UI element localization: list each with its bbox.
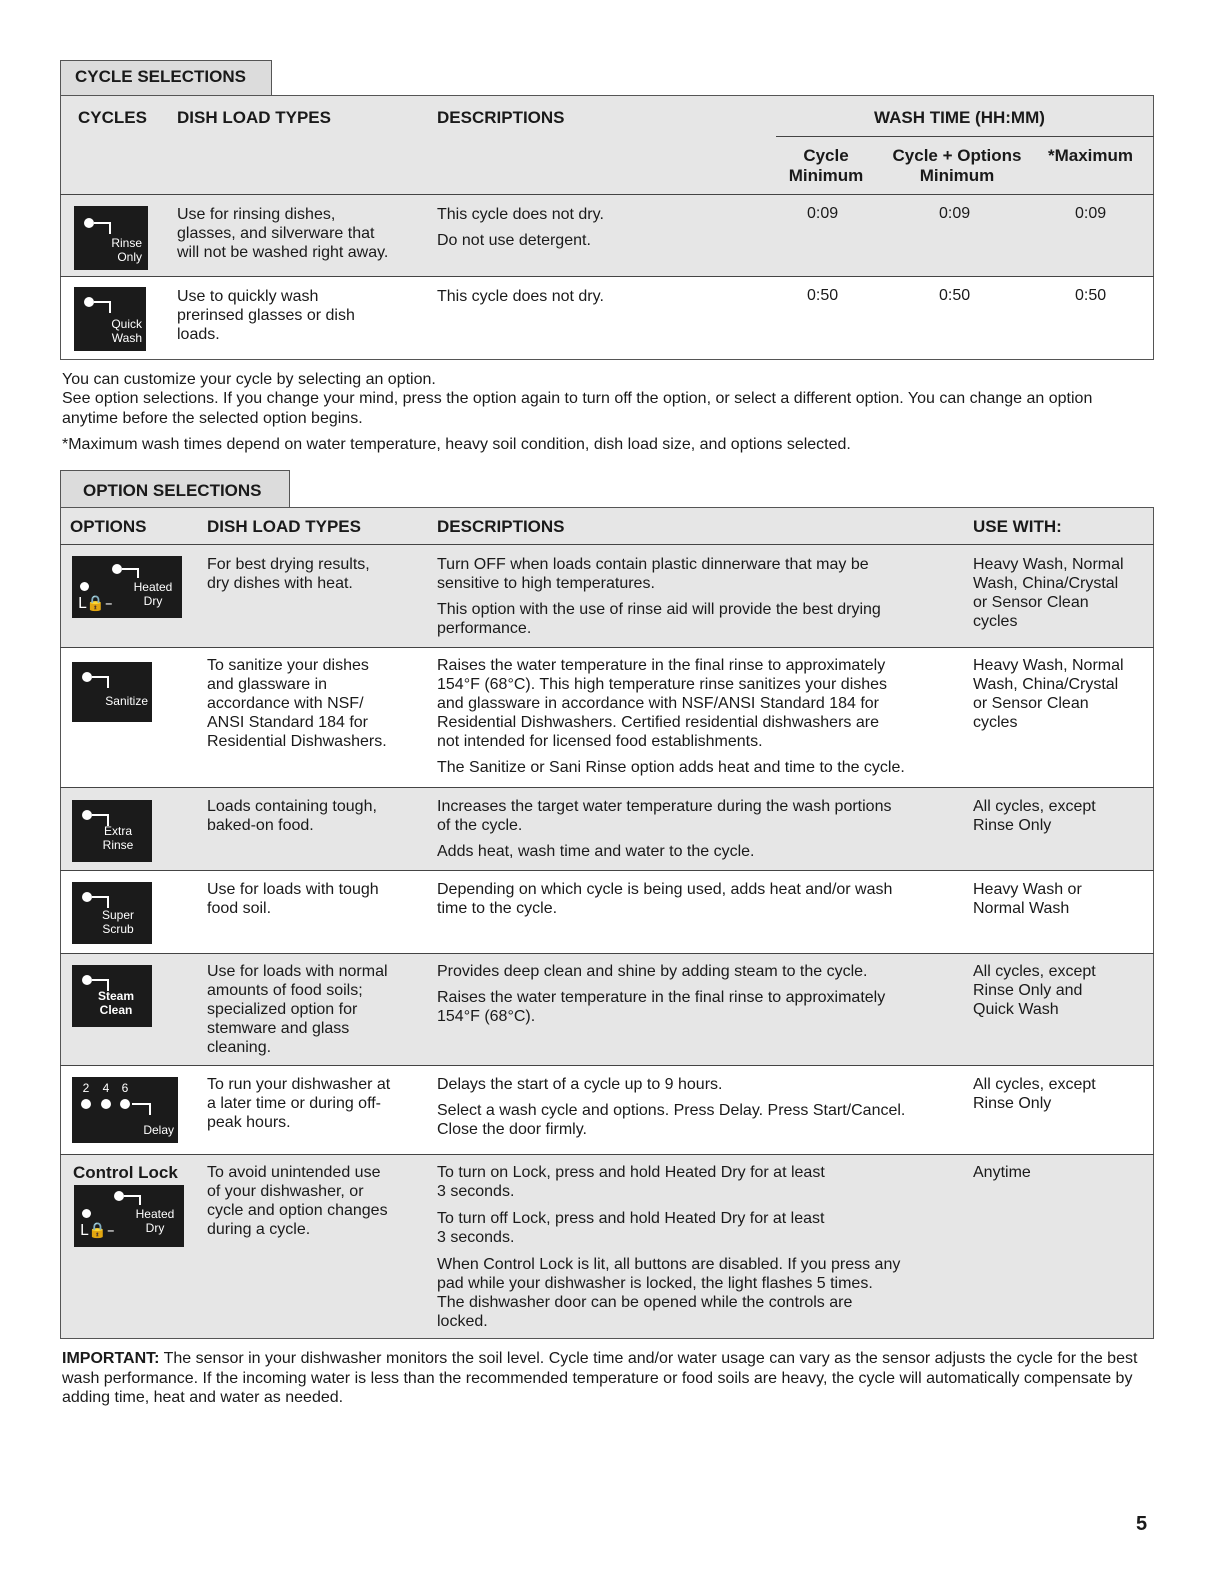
heated-dry-use-with: Heavy Wash, Normal Wash, China/Crystal or Sensor Clean cycles — [973, 556, 1124, 630]
sanitize-use-with: Heavy Wash, Normal Wash, China/Crystal or Sensor Clean cycles — [973, 657, 1124, 731]
option-row-divider-1 — [60, 647, 1154, 648]
option-row-divider-4 — [60, 953, 1154, 954]
rinse-only-desc-2: Do not use detergent. — [437, 232, 591, 249]
delay-use-with: All cycles, except Rinse Only — [973, 1076, 1096, 1112]
delay-desc-2: Select a wash cycle and options. Press Delay. Press Start/Cancel. Close the door firmly. — [437, 1102, 906, 1138]
rinse-only-dish-load: Use for rinsing dishes, glasses, and silverware that will not be washed right away. — [177, 206, 389, 261]
sanitize-button-label: Sanitize — [105, 694, 148, 708]
control-lock-use-with: Anytime — [973, 1164, 1031, 1181]
rinse-only-cycle-min: 0:09 — [807, 205, 839, 222]
delay-hours-6: 6 — [121, 1081, 129, 1095]
important-label: IMPORTANT: — [62, 1350, 160, 1367]
heated-dry-button-icon — [72, 556, 182, 618]
option-header-divider — [60, 544, 1154, 545]
cycle-row-divider — [60, 276, 1154, 277]
sanitize-desc-1: Raises the water temperature in the final rinse to approximately 154°F (68°C). This high temperature rinse sanitizes your dishes and glassware in accordance with NSF/ANSI Standard 184 for Residential Dishwashers. Certified residential dishwashers are not intended for licensed food establishments. — [437, 657, 888, 750]
heated-dry-button-label: Heated Dry — [133, 580, 173, 608]
option-row-divider-3 — [60, 870, 1154, 871]
cycles-header: CYCLES — [78, 108, 147, 127]
quick-wash-desc-1: This cycle does not dry. — [437, 288, 604, 305]
super-scrub-use-with: Heavy Wash or Normal Wash — [973, 881, 1082, 917]
delay-hours-4: 4 — [102, 1081, 110, 1095]
option-row-divider-2 — [60, 787, 1154, 788]
rinse-only-cycle-options-min: 0:09 — [939, 205, 971, 222]
delay-dish-load: To run your dishwasher at a later time or during off- peak hours. — [207, 1076, 391, 1131]
steam-clean-dish-load: Use for loads with normal amounts of food soils; specialized option for stemware and glass cleaning. — [207, 963, 388, 1056]
descriptions-header: DESCRIPTIONS — [437, 108, 565, 127]
customize-paragraph: You can customize your cycle by selecting an option. — [62, 371, 436, 388]
steam-clean-button-label: Steam Clean — [97, 989, 135, 1017]
heated-dry-lock-button-icon — [74, 1185, 184, 1247]
super-scrub-desc-1: Depending on which cycle is being used, adds heat and/or wash time to the cycle. — [437, 881, 893, 917]
wash-time-header: WASH TIME (HH:MM) — [874, 108, 1045, 127]
quick-wash-maximum: 0:50 — [1075, 287, 1107, 304]
sanitize-dish-load: To sanitize your dishes and glassware in accordance with NSF/ ANSI Standard 184 for Residential Dishwashers. — [207, 657, 387, 750]
steam-clean-desc-2: Raises the water temperature in the final rinse to approximately 154°F (68°C). — [437, 989, 886, 1025]
rinse-only-desc-1: This cycle does not dry. — [437, 206, 604, 223]
super-scrub-button-label: Super Scrub — [101, 908, 135, 936]
option-dish-load-types-header: DISH LOAD TYPES — [207, 517, 361, 536]
cycle-header-divider — [60, 194, 1154, 195]
quick-wash-cycle-min: 0:50 — [807, 287, 839, 304]
rinse-only-button-label: Rinse Only — [111, 236, 142, 264]
option-selections-paragraph: See option selections. If you change your mind, press the option again to turn off the option, or select a different option. You can change an option anytime before the selected option begins. — [62, 390, 1093, 427]
cycle-minimum-header: Cycle Minimum — [788, 146, 864, 185]
wash-time-underline — [776, 136, 1154, 137]
option-descriptions-header: DESCRIPTIONS — [437, 517, 565, 536]
options-header: OPTIONS — [70, 517, 147, 536]
control-lock-dish-load: To avoid unintended use of your dishwasher, or cycle and option changes during a cycle. — [207, 1164, 388, 1238]
quick-wash-dish-load: Use to quickly wash prerinsed glasses or dish loads. — [177, 288, 355, 343]
super-scrub-dish-load: Use for loads with tough food soil. — [207, 881, 379, 917]
delay-button-icon — [72, 1077, 178, 1143]
important-text: The sensor in your dishwasher monitors the soil level. Cycle time and/or water usage can vary as the sensor adjusts the cycle for the best wash performance. If the incoming water is less than the recommended temperature or food soils are heavy, the cycle will automatically compensate by adding time, heat and water as needed. — [62, 1350, 1138, 1406]
cycle-selections-title: CYCLE SELECTIONS — [75, 67, 246, 86]
extra-rinse-button-label: Extra Rinse — [102, 824, 134, 852]
quick-wash-button-label: Quick Wash — [111, 317, 142, 345]
maximum-header: *Maximum — [1048, 146, 1134, 165]
extra-rinse-desc-2: Adds heat, wash time and water to the cycle. — [437, 843, 755, 860]
delay-button-label: Delay — [143, 1123, 174, 1137]
dish-load-types-header: DISH LOAD TYPES — [177, 108, 331, 127]
option-selections-title: OPTION SELECTIONS — [83, 481, 262, 500]
lock-icon: L🔒– — [78, 594, 113, 612]
super-scrub-button-icon — [72, 882, 152, 944]
extra-rinse-dish-load: Loads containing tough, baked-on food. — [207, 798, 377, 834]
heated-dry-dish-load: For best drying results, dry dishes with heat. — [207, 556, 370, 592]
heated-dry-desc-1: Turn OFF when loads contain plastic dinnerware that may be sensitive to high temperatures. — [437, 556, 869, 592]
steam-clean-button-icon — [72, 965, 152, 1027]
use-with-header: USE WITH: — [973, 517, 1062, 536]
option-row-divider-6 — [60, 1154, 1154, 1155]
maximum-note-paragraph: *Maximum wash times depend on water temperature, heavy soil condition, dish load size, and options selected. — [62, 436, 851, 453]
quick-wash-button-icon — [74, 287, 146, 351]
cycle-options-minimum-header: Cycle + Options Minimum — [892, 146, 1022, 185]
extra-rinse-button-icon — [72, 800, 152, 862]
control-lock-icon: L🔒– — [80, 1221, 115, 1239]
control-lock-button-label: Heated Dry — [135, 1207, 175, 1235]
delay-desc-1: Delays the start of a cycle up to 9 hours. — [437, 1076, 723, 1093]
control-lock-desc-2: To turn off Lock, press and hold Heated Dry for at least 3 seconds. — [437, 1210, 825, 1246]
control-lock-desc-3: When Control Lock is lit, all buttons are disabled. If you press any pad while your dishwasher is locked, the light flashes 5 times. The dishwasher door can be opened while the controls are locked. — [437, 1256, 901, 1330]
steam-clean-use-with: All cycles, except Rinse Only and Quick Wash — [973, 963, 1096, 1018]
sanitize-desc-2: The Sanitize or Sani Rinse option adds heat and time to the cycle. — [437, 759, 905, 776]
option-selections-tab — [60, 470, 290, 508]
rinse-only-button-icon — [74, 206, 148, 270]
control-lock-desc-1: To turn on Lock, press and hold Heated Dry for at least 3 seconds. — [437, 1164, 825, 1200]
quick-wash-cycle-options-min: 0:50 — [939, 287, 971, 304]
rinse-only-maximum: 0:09 — [1075, 205, 1107, 222]
extra-rinse-use-with: All cycles, except Rinse Only — [973, 798, 1096, 834]
heated-dry-desc-2: This option with the use of rinse aid will provide the best drying performance. — [437, 601, 881, 637]
page-number: 5 — [1136, 1513, 1148, 1535]
extra-rinse-desc-1: Increases the target water temperature during the wash portions of the cycle. — [437, 798, 892, 834]
sanitize-button-icon — [72, 662, 152, 722]
delay-hours-2: 2 — [82, 1081, 90, 1095]
option-row-divider-5 — [60, 1065, 1154, 1066]
important-note — [62, 1349, 1154, 1408]
steam-clean-desc-1: Provides deep clean and shine by adding steam to the cycle. — [437, 963, 868, 980]
cycle-selections-tab — [60, 60, 272, 96]
control-lock-option-name: Control Lock — [73, 1163, 178, 1182]
